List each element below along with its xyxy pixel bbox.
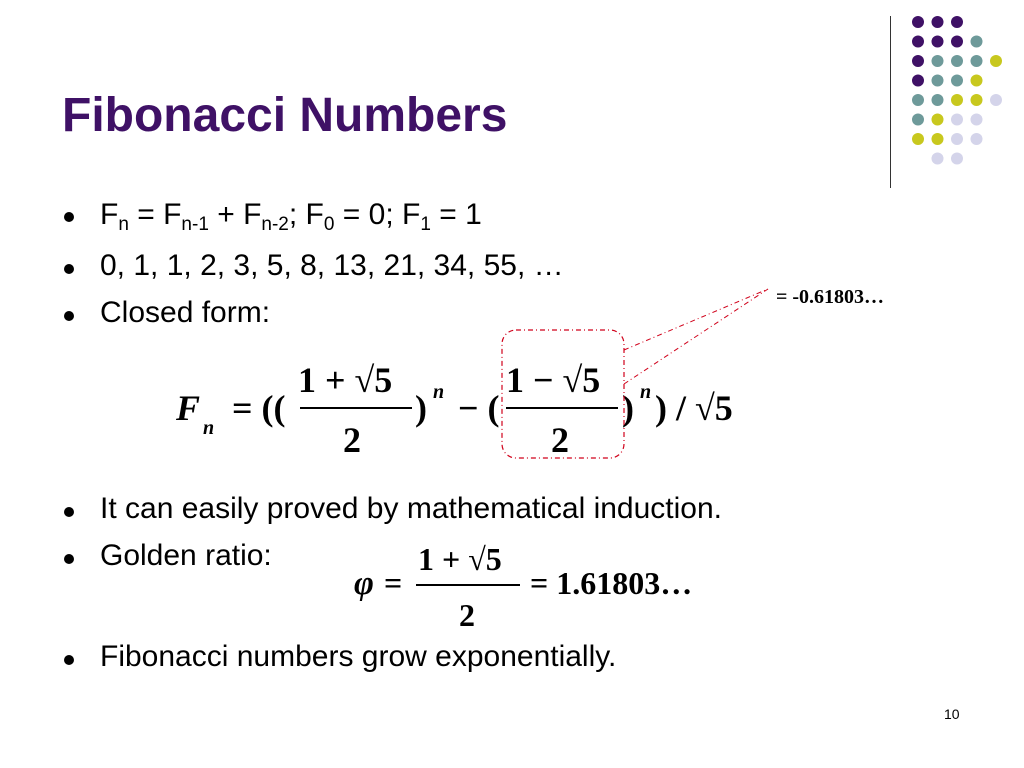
formula-close-2: ) (622, 388, 634, 428)
closed-form-formula (175, 360, 733, 460)
recurrence-eq: = F (128, 198, 182, 231)
formula-lhs-sub: n (203, 417, 215, 439)
formula-numerator-2: 1 − √5 (506, 360, 601, 400)
slide-number: 10 (944, 706, 960, 722)
golden-denominator: 2 (459, 597, 475, 633)
golden-equals: = (384, 565, 403, 601)
formula-equals: = (( (232, 388, 286, 428)
callout-leader-top (624, 289, 768, 350)
formula-numerator-1: 1 + √5 (298, 360, 393, 400)
formula-exponent-2: n (640, 381, 652, 403)
golden-phi: φ (354, 565, 374, 602)
callout-value: = -0.61803… (776, 286, 885, 308)
formula-lhs: F (176, 388, 201, 428)
recurrence-sub-n1: n-1 (181, 214, 209, 235)
golden-result: = 1.61803… (530, 565, 693, 601)
formula-exponent-1: n (433, 381, 445, 403)
formula-tail: ) / √5 (655, 388, 733, 428)
recurrence-sub-0: 0 (323, 214, 335, 235)
induction-text: It can easily proved by mathematical induction. (100, 492, 722, 525)
growth-text: Fibonacci numbers grow exponentially. (100, 640, 617, 673)
sequence-text: 0, 1, 1, 2, 3, 5, 8, 13, 21, 34, 55, … (100, 249, 564, 282)
closed-form-label: Closed form: (100, 296, 271, 329)
recurrence-sub-1: 1 (420, 214, 431, 235)
callout-leader-bottom (624, 289, 768, 384)
golden-numerator: 1 + √5 (418, 541, 502, 577)
recurrence-f0: ; F (288, 198, 324, 231)
formula-close-1: ) (415, 388, 427, 428)
golden-ratio-label: Golden ratio: (100, 539, 272, 572)
golden-ratio-formula (354, 541, 692, 633)
formula-denominator-1: 2 (343, 420, 361, 460)
recurrence-sub-n2: n-2 (261, 214, 289, 235)
formula-minus: − ( (458, 388, 500, 428)
recurrence-f: F (100, 198, 119, 231)
recurrence-f1-value: = 1 (430, 198, 482, 231)
formula-denominator-2: 2 (551, 420, 569, 460)
recurrence-sub-n: n (118, 214, 129, 235)
recurrence-f0-value: = 0; F (334, 198, 421, 231)
page-title: Fibonacci Numbers (62, 89, 508, 142)
recurrence-plus: + F (208, 198, 262, 231)
